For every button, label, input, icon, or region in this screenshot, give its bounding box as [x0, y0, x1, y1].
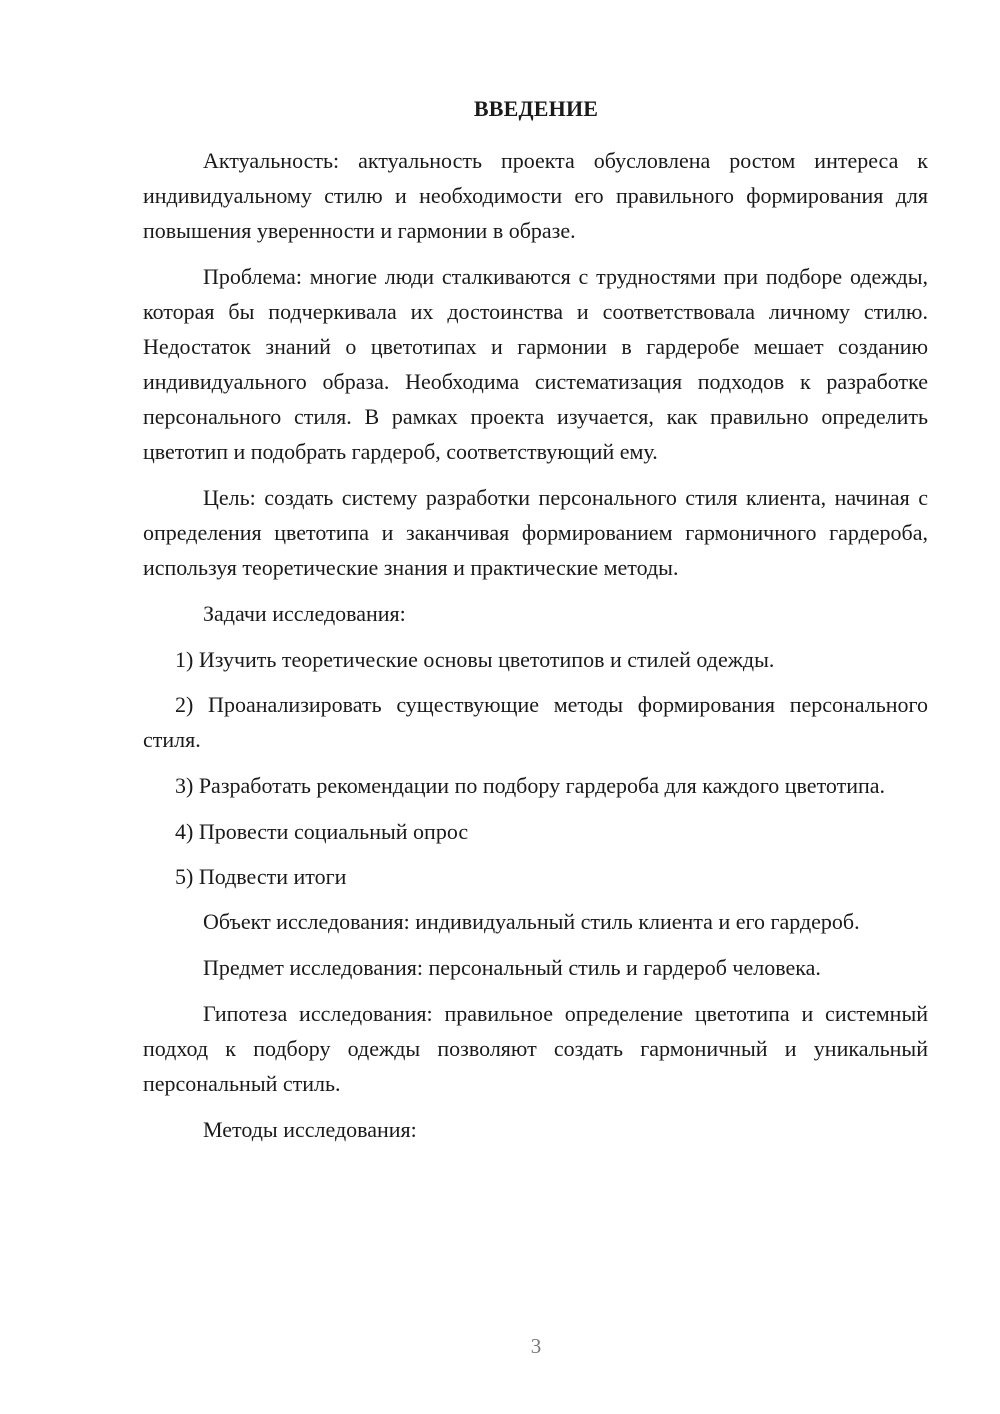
- paragraph-relevance: Актуальность: актуальность проекта обусловлена ростом интереса к индивидуальному стилю и необходимости его правильного формирования для повышения уверенности и гармонии в образе.: [143, 148, 928, 243]
- page-title: ВВЕДЕНИЕ: [473, 96, 599, 121]
- paragraph-methods: Методы исследования:: [203, 1117, 417, 1142]
- paragraph-problem: Проблема: многие люди сталкиваются с трудностями при подборе одежды, которая бы подчеркивала их достоинства и соответствовала личному стилю. Недостаток знаний о цветотипах и гармонии в гардеробе мешает созданию индивидуального образа. Необходима систематизация подходов к разработке персонального стиля. В рамках проекта изучается, как правильно определить цветотип и подобрать гардероб, соответствующий ему.: [143, 264, 928, 464]
- task-item-2: 2) Проанализировать существующие методы формирования персонального стиля.: [143, 692, 928, 752]
- page-number: 3: [530, 1334, 542, 1358]
- document-body: [143, 143, 928, 1158]
- task-item-5: 5) Подвести итоги: [175, 864, 347, 889]
- paragraph-hypothesis: Гипотеза исследования: правильное определение цветотипа и системный подход к подбору одежды позволяют создать гармоничный и уникальный персональный стиль.: [143, 1001, 928, 1096]
- task-item-3: 3) Разработать рекомендации по подбору гардероба для каждого цветотипа.: [175, 773, 886, 798]
- paragraph-tasks-heading: Задачи исследования:: [203, 601, 406, 626]
- paragraph-object: Объект исследования: индивидуальный стиль клиента и его гардероб.: [203, 909, 860, 934]
- paragraph-subject: Предмет исследования: персональный стиль и гардероб человека.: [203, 955, 821, 980]
- task-item-4: 4) Провести социальный опрос: [175, 819, 469, 844]
- task-item-1: 1) Изучить теоретические основы цветотипов и стилей одежды.: [175, 647, 775, 672]
- paragraph-goal: Цель: создать систему разработки персонального стиля клиента, начиная с определения цветотипа и заканчивая формированием гармоничного гардероба, используя теоретические знания и практические методы.: [143, 485, 928, 580]
